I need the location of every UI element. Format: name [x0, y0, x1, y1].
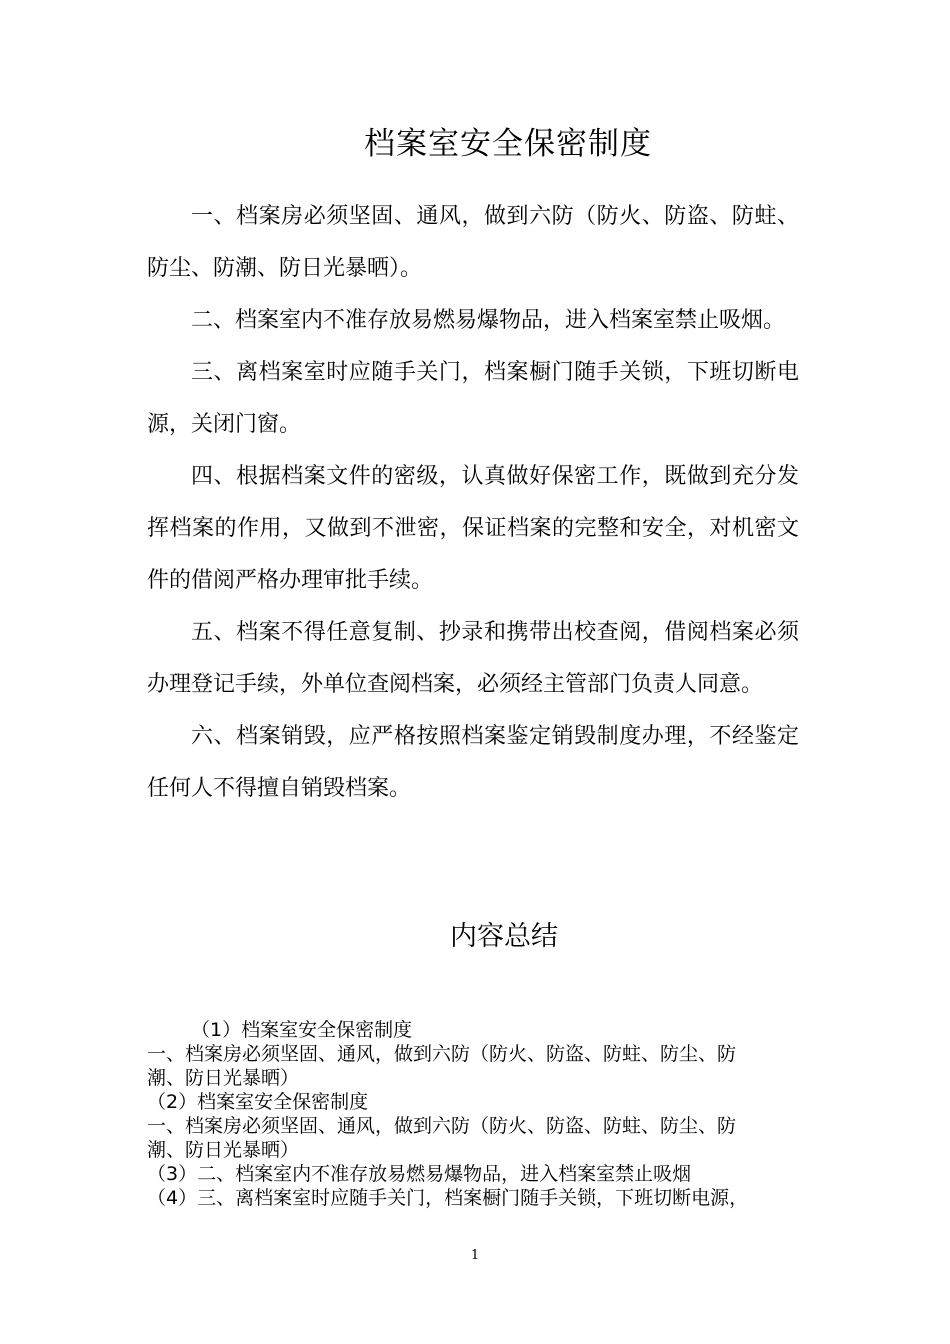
paragraph-1: 一、档案房必须坚固、通风，做到六防（防火、防盗、防蛀、防尘、防潮、防日光暴晒）。: [147, 204, 799, 281]
summary-line: （4）三、离档案室时应随手关门，档案橱门随手关锁，下班切断电源，: [147, 1187, 749, 1209]
paragraph-5: 五、档案不得任意复制、抄录和携带出校查阅，借阅档案必须办理登记手续，外单位查阅档案，必须经主管部门负责人同意。: [147, 620, 799, 697]
paragraph-6: 六、档案销毁，应严格按照档案鉴定销毁制度办理，不经鉴定任何人不得擅自销毁档案。: [147, 724, 799, 801]
paragraph-3: 三、离档案室时应随手关门，档案橱门随手关锁，下班切断电源，关闭门窗。: [147, 360, 799, 437]
summary-line: 潮、防日光暴晒）: [147, 1139, 300, 1161]
summary-line: （2）档案室安全保密制度: [147, 1091, 369, 1113]
summary-title: 内容总结: [450, 921, 558, 952]
summary-line: （3）二、档案室内不准存放易燃易爆物品，进入档案室禁止吸烟: [147, 1163, 692, 1185]
page-number: 1: [470, 1248, 480, 1263]
summary-line: 一、档案房必须坚固、通风，做到六防（防火、防盗、防蛀、防尘、防: [147, 1115, 737, 1137]
summary-line: （1）档案室安全保密制度: [191, 1019, 413, 1041]
summary-line: 潮、防日光暴晒）: [147, 1067, 300, 1089]
summary-section: [147, 1018, 799, 1210]
document-body: [147, 191, 799, 815]
paragraph-4: 四、根据档案文件的密级，认真做好保密工作，既做到充分发挥档案的作用，又做到不泄密，保证档案的完整和安全，对机密文件的借阅严格办理审批手续。: [147, 464, 799, 593]
paragraph-2: 二、档案室内不准存放易燃易爆物品，进入档案室禁止吸烟。: [191, 308, 786, 333]
summary-line: 一、档案房必须坚固、通风，做到六防（防火、防盗、防蛀、防尘、防: [147, 1043, 737, 1065]
document-title: 档案室安全保密制度: [364, 126, 652, 162]
